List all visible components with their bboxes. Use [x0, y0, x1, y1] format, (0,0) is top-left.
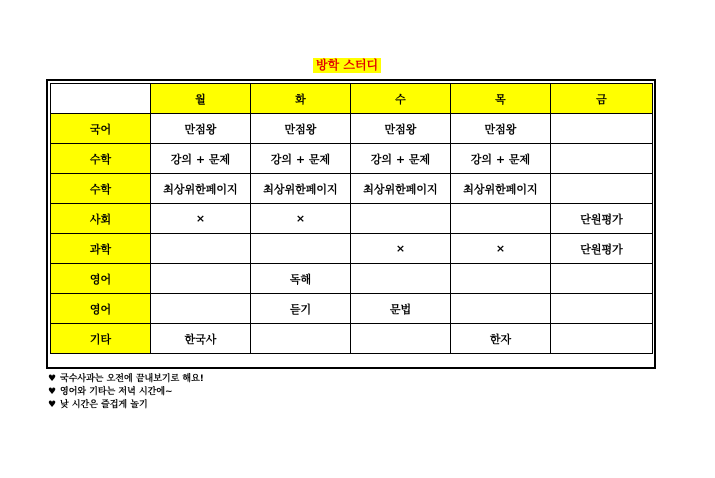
- schedule-cell: [351, 204, 451, 234]
- schedule-cell: ×: [251, 204, 351, 234]
- schedule-cell: [451, 204, 551, 234]
- schedule-cell: 강의 + 문제: [151, 144, 251, 174]
- subject-cell: 영어: [51, 294, 151, 324]
- schedule-cell: 최상위한페이지: [451, 174, 551, 204]
- note-text: 낮 시간은 즐겁게 놀기: [60, 400, 148, 410]
- table-row: [51, 294, 653, 324]
- subject-cell: 사회: [51, 204, 151, 234]
- schedule-cell: 듣기: [251, 294, 351, 324]
- subject-cell: 수학: [51, 144, 151, 174]
- table-row: [51, 234, 653, 264]
- day-header: 금: [551, 84, 653, 114]
- schedule-cell: [351, 324, 451, 354]
- note-text: 영어와 기타는 저녁 시간에~: [60, 387, 173, 397]
- header-row: [51, 84, 653, 114]
- study-schedule-table: [50, 83, 653, 354]
- table-row: [51, 114, 653, 144]
- schedule-cell: [351, 264, 451, 294]
- note-item: [48, 399, 204, 412]
- schedule-cell: 한국사: [151, 324, 251, 354]
- subject-cell: 영어: [51, 264, 151, 294]
- schedule-cell: [151, 234, 251, 264]
- subject-cell: 수학: [51, 174, 151, 204]
- schedule-cell: 만점왕: [451, 114, 551, 144]
- schedule-cell: ×: [451, 234, 551, 264]
- table-row: [51, 324, 653, 354]
- schedule-cell: [551, 294, 653, 324]
- table-row: [51, 174, 653, 204]
- schedule-cell: [151, 264, 251, 294]
- note-text: 국수사과는 오전에 끝내보기로 해요!: [60, 374, 204, 384]
- schedule-cell: [451, 264, 551, 294]
- schedule-cell: 최상위한페이지: [351, 174, 451, 204]
- schedule-cell: [251, 324, 351, 354]
- day-header: 화: [251, 84, 351, 114]
- schedule-cell: 만점왕: [351, 114, 451, 144]
- schedule-cell: [551, 144, 653, 174]
- schedule-cell: ×: [151, 204, 251, 234]
- schedule-cell: [551, 114, 653, 144]
- schedule-cell: 문법: [351, 294, 451, 324]
- note-item: [48, 373, 204, 386]
- subject-cell: 기타: [51, 324, 151, 354]
- schedule-cell: 한자: [451, 324, 551, 354]
- schedule-cell: 단원평가: [551, 234, 653, 264]
- heart-bullet-icon: ♥: [48, 400, 57, 410]
- schedule-cell: [551, 264, 653, 294]
- notes-list: [48, 373, 204, 412]
- heart-bullet-icon: ♥: [48, 387, 57, 397]
- heart-bullet-icon: ♥: [48, 374, 57, 384]
- day-header: 월: [151, 84, 251, 114]
- schedule-cell: [551, 174, 653, 204]
- page-title: 방학 스터디: [313, 58, 381, 73]
- subject-cell: 국어: [51, 114, 151, 144]
- schedule-cell: ×: [351, 234, 451, 264]
- note-item: [48, 386, 204, 399]
- schedule-cell: [451, 294, 551, 324]
- corner-cell: [51, 84, 151, 114]
- table-row: [51, 264, 653, 294]
- subject-cell: 과학: [51, 234, 151, 264]
- day-header: 목: [451, 84, 551, 114]
- schedule-cell: 최상위한페이지: [151, 174, 251, 204]
- schedule-cell: 만점왕: [251, 114, 351, 144]
- schedule-cell: 강의 + 문제: [351, 144, 451, 174]
- schedule-cell: 독해: [251, 264, 351, 294]
- schedule-cell: [251, 234, 351, 264]
- schedule-cell: 만점왕: [151, 114, 251, 144]
- schedule-cell: 최상위한페이지: [251, 174, 351, 204]
- schedule-cell: [151, 294, 251, 324]
- table-row: [51, 204, 653, 234]
- schedule-cell: 강의 + 문제: [251, 144, 351, 174]
- schedule-cell: 단원평가: [551, 204, 653, 234]
- day-header: 수: [351, 84, 451, 114]
- table-row: [51, 144, 653, 174]
- schedule-cell: [551, 324, 653, 354]
- schedule-cell: 강의 + 문제: [451, 144, 551, 174]
